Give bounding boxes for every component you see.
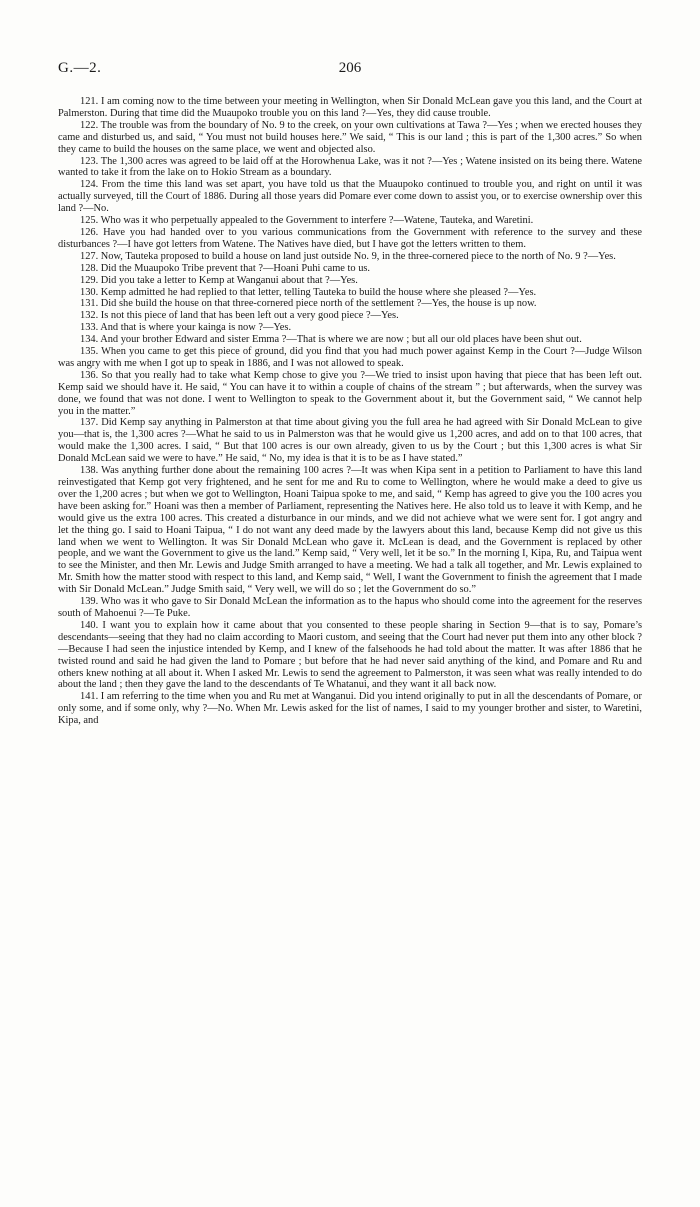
paragraph-124: 124. From the time this land was set apart, you have told us that the Muaupoko continued to trouble you, and right on until it was actually surveyed, till the Court of 1886. During all those years did Pomare ever come down to assist you, or to exercise ownership over this land ?—No. (58, 179, 642, 215)
paragraph-123: 123. The 1,300 acres was agreed to be laid off at the Horowhenua Lake, was it not ?—Yes ; Watene insisted on its being there. Watene wanted to take it from the lake on to Hokio Stream as a boundary. (58, 155, 642, 179)
paragraph-134: 134. And your brother Edward and sister Emma ?—That is where we are now ; but all our old places have been shut out. (80, 334, 582, 346)
paragraph-126: 126. Have you had handed over to you various communications from the Government with reference to the survey and these disturbances ?—I have got letters from Watene. The Natives have died, but I have got the letters written to them. (58, 226, 642, 250)
paragraph-122: 122. The trouble was from the boundary of No. 9 to the creek, on your own cultivations at Tawa ?—Yes ; when we erected houses they came and disturbed us, and said, “ You must not build houses here.” We said, “ This is our land ; this is part of the 1,300 acres.” So when they came to build the houses on the same place, we went and objected also. (58, 119, 642, 155)
paragraph-141: 141. I am referring to the time when you and Ru met at Wanganui. Did you intend originally to put in all the descendants of Pomare, or only some, and if some only, why ?—No. When Mr. Lewis asked for the list of names, I said to my younger brother and sister, to Waretini, Kipa, and (58, 691, 642, 727)
paper-reference: G.—2. (58, 60, 102, 76)
paragraph-129: 129. Did you take a letter to Kemp at Wanganui about that ?—Yes. (80, 274, 358, 286)
paragraph-140: 140. I want you to explain how it came about that you consented to these people sharing in Section 9—that is to say, Pomare’s descendants—seeing that they had no claim according to Maori custom, and seeing that the Court had never put them into any other block ?—Because I had seen the injustice intended by Kemp, and I knew of the falsehoods he had told about the matter. It was after 1886 that he twisted round and said he had given the land to Pomare ; but before that he had never said anything of the kind, and Pomare and Ru and others knew nothing at all about it. When I asked Mr. Lewis to send the agreement to Palmerston, it was seen what was really intended to do about the land ; then they gave the land to the descendants of Te Whatanui, and they want it all back now. (58, 619, 642, 691)
body-text (58, 96, 642, 727)
paragraph-133: 133. And that is where your kainga is now ?—Yes. (80, 322, 292, 334)
paragraph-137: 137. Did Kemp say anything in Palmerston at that time about giving you the full area he had agreed with Sir Donald McLean to give you—that is, the 1,300 acres ?—What he said to us in Palmerston was that he would give us 1,200 acres, and add on to that 100 acres, that would make the 1,300 acres. I said, “ But that 100 acres is our own already, given to us by the Court ; but this 1,300 acres is what Sir Donald McLean said we were to have.” He said, “ No, my idea is that it is to be as I have stated.” (58, 417, 642, 465)
paragraph-128: 128. Did the Muaupoko Tribe prevent that ?—Hoani Puhi came to us. (80, 262, 371, 274)
paragraph-131: 131. Did she build the house on that three-cornered piece north of the settlement ?—Yes, the house is up now. (80, 298, 537, 310)
paragraph-127: 127. Now, Tauteka proposed to build a house on land just outside No. 9, in the three-cornered piece to the north of No. 9 ?—Yes. (80, 250, 616, 262)
page-header (58, 60, 642, 80)
paragraph-121: 121. I am coming now to the time between your meeting in Wellington, when Sir Donald McLean gave you this land, and the Court at Palmerston. During that time did the Muaupoko trouble you on this land ?—Yes, they did cause trouble. (58, 96, 642, 119)
page-number: 206 (338, 60, 362, 76)
paragraph-130: 130. Kemp admitted he had replied to that letter, telling Tauteka to build the house where she pleased ?—Yes. (80, 286, 537, 298)
paragraph-132: 132. Is not this piece of land that has been left out a very good piece ?—Yes. (80, 310, 399, 322)
paragraph-138: 138. Was anything further done about the remaining 100 acres ?—It was when Kipa sent in a petition to Parliament to have this land reinvestigated that Kemp got very frightened, and he sent for me and Ru to come to Wellington, where he would make a deed to give us over the 1,200 acres ; but when we got to Wellington, Hoani Taipua spoke to me, and said, “ Kemp has agreed to give you the 100 acres you have been asking for.” Hoani was then a member of Parliament, representing the Natives here. He also told us to leave it with Kemp, and he would give us the extra 100 acres. This created a disturbance in our minds, and we did not achieve what we were sent for. I got angry and let the thing go. I said to Hoani Taipua, “ I do not want any deed made by the lawyers about this land, because Kemp did not give us this land when we went to Wellington. It was Sir Donald McLean who gave it. McLean is dead, and the Government is replaced by other people, and we want the Government to give us the land.” Kemp said, “ Very well, let it be so.” In the morning I, Kipa, Ru, and Taipua went to see the Minister, and then Mr. Lewis and Judge Smith arranged to have a meeting. We had a talk all together, and Mr. Lewis explained to Mr. Smith how the matter stood with respect to this land, and Kemp said, “ Well, I want the Government to finish the agreement that I made with Sir Donald McLean.” Judge Smith said, “ Very well, we will do so ; let the Government do so.” (58, 465, 642, 596)
paragraph-125: 125. Who was it who perpetually appealed to the Government to interfere ?—Watene, Tauteka, and Waretini. (80, 215, 534, 227)
paragraph-136: 136. So that you really had to take what Kemp chose to give you ?—We tried to insist upon having that piece that has been left out. Kemp said we should have it. He said, “ You can have it to within a couple of chains of the stream ” ; but afterwards, when the survey was done, we found that was not done. I went to Wellington to speak to the Government about it, but the Government said, “ We cannot help you in the matter.” (58, 369, 642, 417)
paragraph-135: 135. When you came to get this piece of ground, did you find that you had much power against Kemp in the Court ?—Judge Wilson was angry with me when I got up to speak in 1886, and I was not allowed to speak. (58, 346, 642, 369)
paragraph-139: 139. Who was it who gave to Sir Donald McLean the information as to the hapus who should come into the agreement for the reserves south of Mahoenui ?—Te Puke. (58, 596, 642, 619)
